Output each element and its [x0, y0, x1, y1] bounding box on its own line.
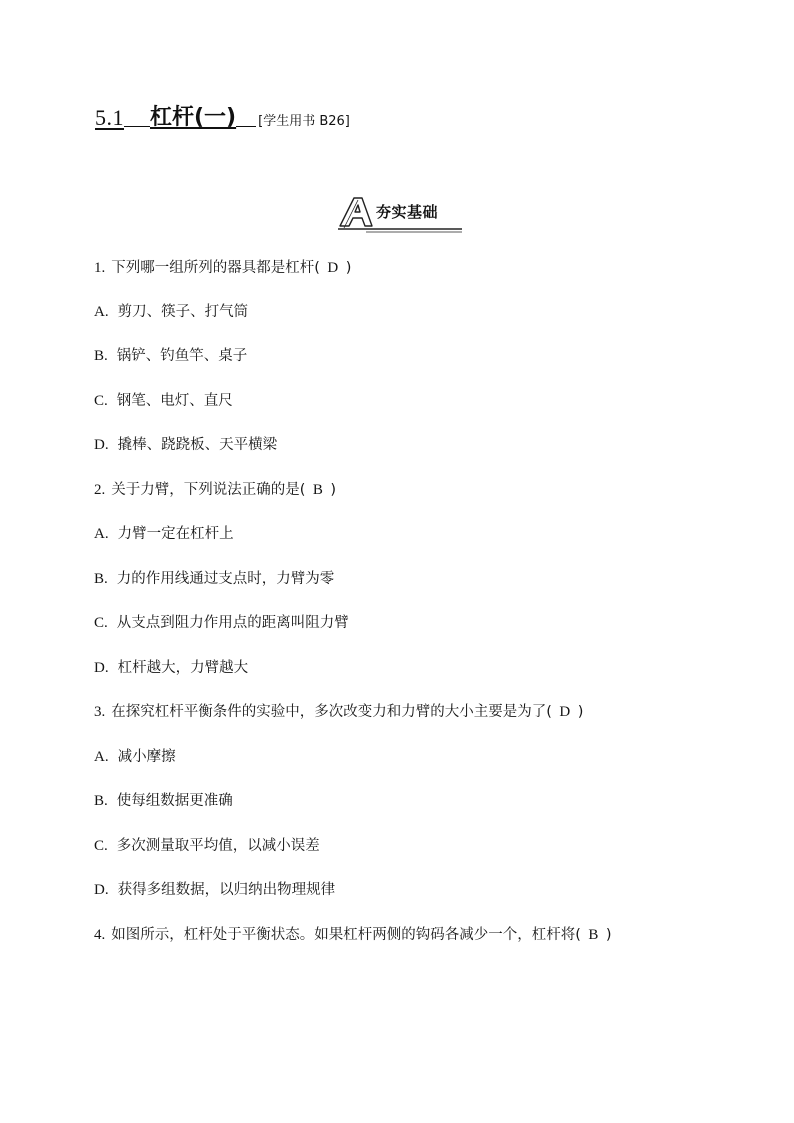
option-text: 获得多组数据，以归纳出物理规律	[117, 882, 336, 898]
question-close: )	[330, 482, 337, 498]
option-text: 杠杆越大，力臂越大	[117, 660, 249, 676]
option-label: B.	[94, 571, 108, 587]
question-close: )	[577, 704, 584, 720]
question-number: 4.	[94, 927, 106, 943]
section-number: 5.1	[95, 105, 124, 130]
option-text: 力臂一定在杠杆上	[117, 526, 234, 542]
question-text: 下列哪一组所列的器具都是杠杆(	[111, 260, 320, 276]
option-3c	[94, 834, 320, 855]
heading-underline-gap	[236, 125, 256, 127]
option-label: C.	[94, 615, 108, 631]
question-number: 2.	[94, 482, 106, 498]
option-2d	[94, 656, 248, 677]
option-text: 从支点到阻力作用点的距离叫阻力臂	[116, 615, 349, 631]
option-2a	[94, 522, 234, 543]
option-text: 力的作用线通过支点时，力臂为零	[116, 571, 335, 587]
option-2c	[94, 611, 349, 632]
question-number: 1.	[94, 260, 106, 276]
answer-value: D	[559, 704, 571, 720]
option-1d	[94, 433, 277, 454]
answer-letter	[305, 482, 330, 498]
answer-letter	[552, 704, 578, 720]
option-text: 钢笔、电灯、直尺	[116, 393, 233, 409]
answer-value: B	[312, 482, 323, 498]
option-1b	[94, 344, 247, 365]
answer-value: D	[327, 260, 339, 276]
option-text: 减小摩擦	[117, 749, 176, 765]
question-number: 3.	[94, 704, 106, 720]
section-title: 杠杆(一)	[150, 105, 237, 130]
question-text: 如图所示，杠杆处于平衡状态。如果杠杆两侧的钩码各减少一个，杠杆将(	[111, 927, 581, 943]
question-3	[94, 700, 583, 721]
badge-label: 夯实基础	[376, 203, 439, 221]
option-label: D.	[94, 437, 109, 453]
option-label: B.	[94, 793, 108, 809]
option-1c	[94, 389, 233, 410]
option-2b	[94, 567, 334, 588]
option-label: B.	[94, 348, 108, 364]
option-label: D.	[94, 882, 109, 898]
question-text: 在探究杠杆平衡条件的实验中，多次改变力和力臂的大小主要是为了(	[111, 704, 552, 720]
question-2	[94, 478, 336, 499]
option-label: C.	[94, 838, 108, 854]
option-3a	[94, 745, 176, 766]
option-label: D.	[94, 660, 109, 676]
book-reference: [学生用书 B26]	[258, 114, 350, 129]
question-close: )	[345, 260, 352, 276]
option-label: A.	[94, 304, 109, 320]
option-3b	[94, 789, 233, 810]
option-text: 锅铲、钓鱼竿、桌子	[116, 348, 248, 364]
question-4	[94, 923, 612, 944]
option-text: 多次测量取平均值，以减小误差	[116, 838, 320, 854]
option-3d	[94, 878, 335, 899]
answer-letter	[320, 260, 346, 276]
section-badge	[336, 192, 466, 234]
option-text: 撬棒、跷跷板、天平横梁	[117, 437, 278, 453]
question-1	[94, 256, 351, 277]
option-label: A.	[94, 526, 109, 542]
option-label: A.	[94, 749, 109, 765]
option-text: 剪刀、筷子、打气筒	[117, 304, 249, 320]
question-text: 关于力臂，下列说法正确的是(	[111, 482, 306, 498]
section-heading	[95, 100, 350, 131]
option-label: C.	[94, 393, 108, 409]
heading-underline-gap	[124, 125, 150, 127]
question-close: )	[605, 927, 612, 943]
option-text: 使每组数据更准确	[116, 793, 233, 809]
answer-value: B	[588, 927, 599, 943]
answer-letter	[581, 927, 606, 943]
option-1a	[94, 300, 248, 321]
